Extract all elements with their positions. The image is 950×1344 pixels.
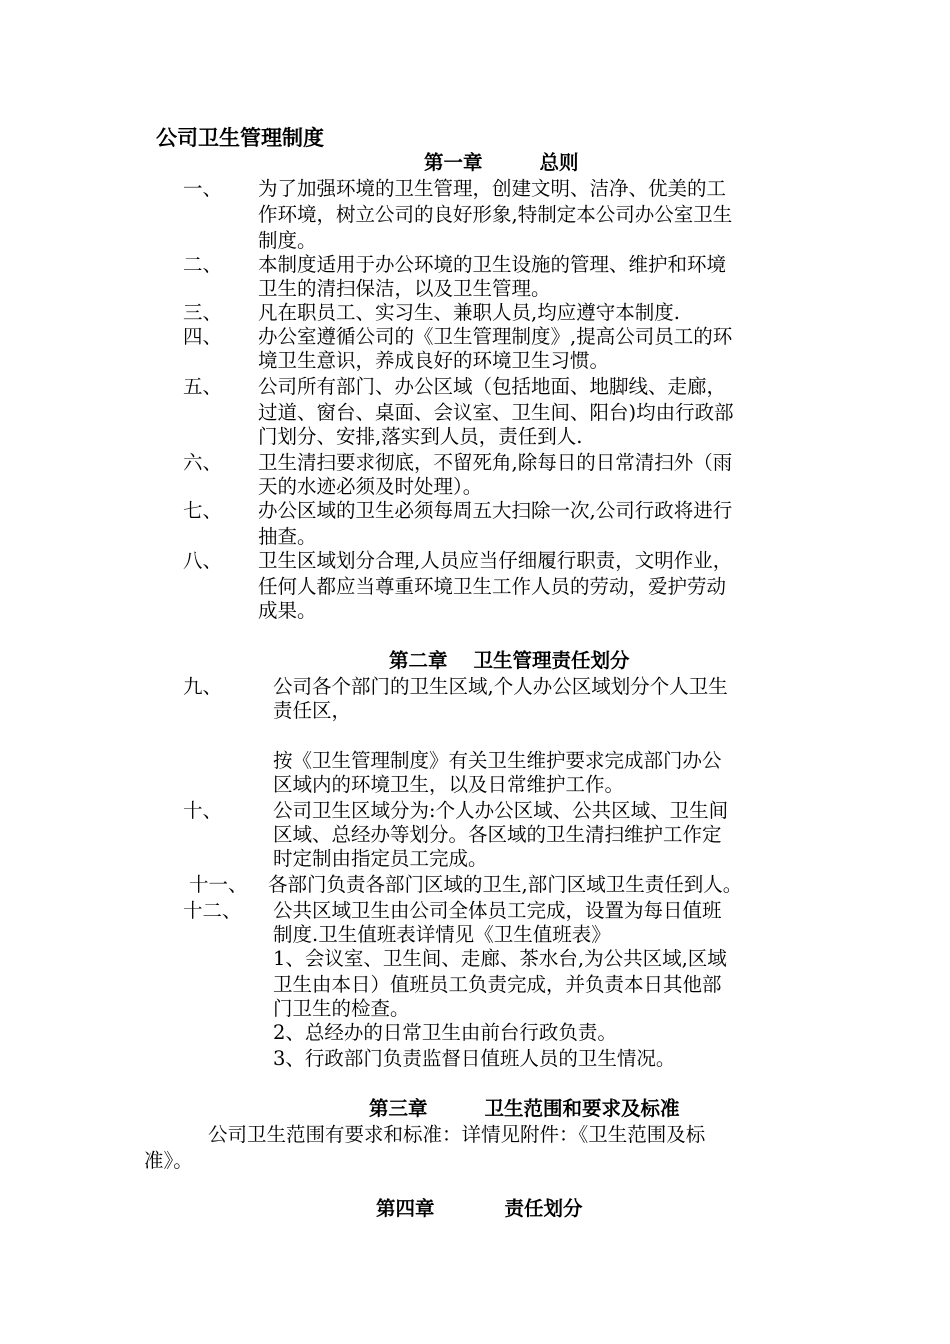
chapter-4-heading <box>376 1196 583 1222</box>
item-number: 七、 <box>183 499 223 522</box>
item-number: 十二、 <box>183 899 242 922</box>
item-number: 二、 <box>183 253 223 276</box>
item-text-line: 3、行政部门负责监督日值班人员的卫生情况。 <box>273 1047 676 1070</box>
item-text-line: 成果。 <box>258 599 317 622</box>
chapter-number: 第二章 <box>389 649 448 672</box>
item-text-line: 区域内的环境卫生，以及日常维护工作。 <box>273 773 625 796</box>
item-text-line: 任何人都应当尊重环境卫生工作人员的劳动，爱护劳动 <box>258 575 727 598</box>
item-number: 八、 <box>183 549 223 572</box>
item-text-line: 卫生区域划分合理,人员应当仔细履行职责，文明作业， <box>258 549 733 572</box>
item-text-line: 区域、总经办等划分。各区域的卫生清扫维护工作定 <box>273 823 722 846</box>
paragraph-line: 准》。 <box>144 1149 193 1172</box>
item-text-line: 天的水迹必须及时处理）。 <box>258 475 483 498</box>
item-number: 九、 <box>183 675 223 698</box>
item-text-line: 作环境，树立公司的良好形象,特制定本公司办公室卫生 <box>258 203 733 226</box>
item-text-line: 门划分、安排,落实到人员，责任到人. <box>258 425 583 448</box>
item-text-line: 按《卫生管理制度》有关卫生维护要求完成部门办公 <box>273 749 722 772</box>
chapter-3-heading <box>369 1096 680 1122</box>
item-number: 十、 <box>183 799 223 822</box>
item-text-line: 责任区， <box>273 699 352 722</box>
item-text-line: 制度。 <box>258 229 317 252</box>
item-text-line: 公司所有部门、办公区域（包括地面、地脚线、走廊， <box>258 375 727 398</box>
item-text-line: 2、总经办的日常卫生由前台行政负责。 <box>273 1021 617 1044</box>
item-text-line: 办公室遵循公司的《卫生管理制度》,提高公司员工的环 <box>258 325 733 348</box>
item-text-line: 公共区域卫生由公司全体员工完成，设置为每日值班 <box>273 899 722 922</box>
item-number: 三、 <box>183 301 223 324</box>
chapter-number: 第三章 <box>369 1097 428 1120</box>
item-text-line: 卫生清扫要求彻底，不留死角,除每日的日常清扫外（雨 <box>258 451 733 474</box>
chapter-name: 卫生管理责任划分 <box>473 649 630 672</box>
item-number: 四、 <box>183 325 223 348</box>
item-text-line: 凡在职员工、实习生、兼职人员,均应遵守本制度. <box>258 301 680 324</box>
item-text-line: 本制度适用于办公环境的卫生设施的管理、维护和环境 <box>258 253 727 276</box>
item-text-line: 境卫生意识，养成良好的环境卫生习惯。 <box>258 349 610 372</box>
item-number: 一、 <box>183 177 223 200</box>
item-text-line: 公司各个部门的卫生区域,个人办公区域划分个人卫生 <box>273 675 728 698</box>
item-text-line: 时定制由指定员工完成。 <box>273 847 488 870</box>
chapter-name: 卫生范围和要求及标准 <box>484 1097 680 1120</box>
item-text-line: 卫生的清扫保洁，以及卫生管理。 <box>258 277 551 300</box>
item-text-line: 1、会议室、卫生间、走廊、茶水台,为公共区域,区域 <box>273 947 727 970</box>
item-text-line: 抽查。 <box>258 525 317 548</box>
item-text-line: 卫生由本日）值班员工负责完成，并负责本日其他部 <box>273 973 722 996</box>
item-text-line: 各部门负责各部门区域的卫生,部门区域卫生责任到人。 <box>268 873 743 896</box>
chapter-number: 第四章 <box>376 1197 435 1220</box>
chapter-name: 责任划分 <box>504 1197 583 1220</box>
chapter-2-heading <box>389 648 630 674</box>
chapter-name: 总则 <box>539 151 579 174</box>
item-number: 六、 <box>183 451 223 474</box>
item-text-line: 办公区域的卫生必须每周五大扫除一次,公司行政将进行 <box>258 499 733 522</box>
paragraph-line: 公司卫生范围有要求和标准：详情见附件：《卫生范围及标 <box>208 1123 706 1146</box>
item-number: 十一、 <box>189 873 248 896</box>
document-title: 公司卫生管理制度 <box>156 126 324 150</box>
chapter-1-heading <box>424 150 579 176</box>
item-text-line: 为了加强环境的卫生管理，创建文明、洁净、优美的工 <box>258 177 727 200</box>
item-text-line: 过道、窗台、桌面、会议室、卫生间、阳台)均由行政部 <box>258 401 734 424</box>
item-text-line: 门卫生的检查。 <box>273 997 410 1020</box>
item-number: 五、 <box>183 375 223 398</box>
item-text-line: 制度.卫生值班表详情见《卫生值班表》 <box>273 923 611 946</box>
item-text-line: 公司卫生区域分为:个人办公区域、公共区域、卫生间 <box>273 799 729 822</box>
chapter-number: 第一章 <box>424 151 483 174</box>
